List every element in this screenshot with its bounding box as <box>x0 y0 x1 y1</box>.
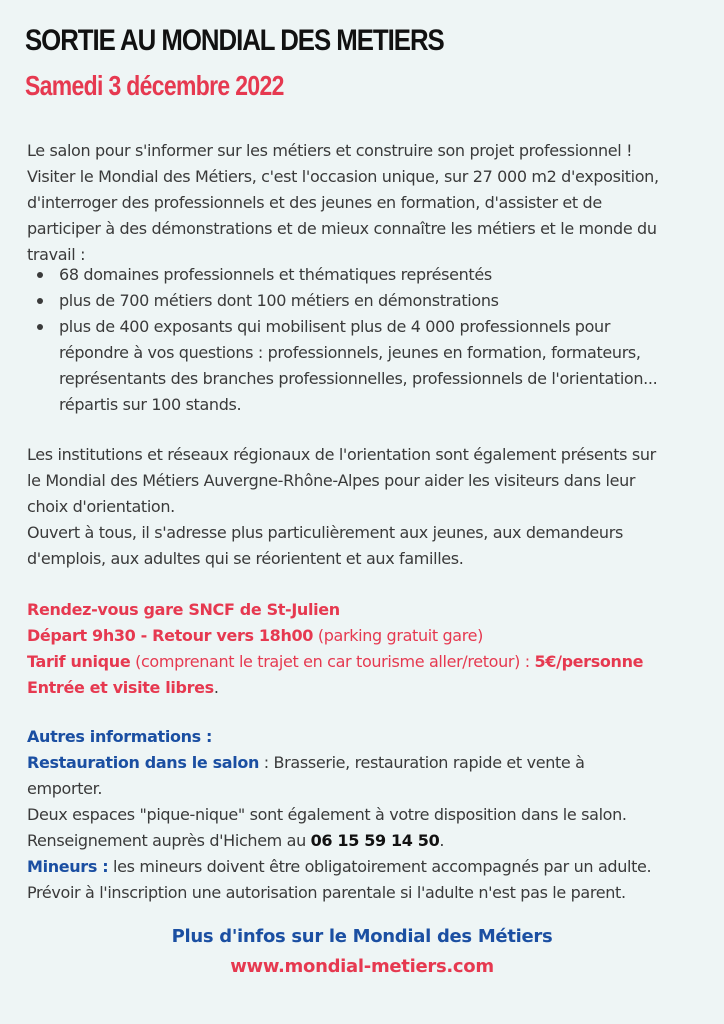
picnic-text: Deux espaces "pique-nique" sont également à votre disposition dans le salon. <box>27 805 627 824</box>
restauration-text-2: emporter. <box>27 779 103 798</box>
minors-label: Mineurs : <box>27 857 109 876</box>
parking-note: (parking gratuit gare) <box>313 626 484 645</box>
entry-note: Entrée et visite libres <box>27 678 214 697</box>
tarif-label: Tarif unique <box>27 652 131 671</box>
intro-line: participer à des démonstrations et de mieux connaître les métiers et le monde du <box>27 219 657 238</box>
intro-line: travail : <box>27 245 86 264</box>
minors-text: les mineurs doivent être obligatoirement accompagnés par un adulte. <box>108 857 652 876</box>
list-item <box>27 288 707 314</box>
list-item <box>27 262 707 288</box>
intro-line: Visiter le Mondial des Métiers, c'est l'occasion unique, sur 27 000 m2 d'exposition, <box>27 167 659 186</box>
contact-end: . <box>439 831 445 850</box>
list-item-text: représentants des branches professionnelles, professionnels de l'orientation... <box>59 369 658 388</box>
institutions-line: d'emplois, aux adultes qui se réorientent et aux familles. <box>27 549 464 568</box>
list-item-text: plus de 400 exposants qui mobilisent plus de 4 000 professionnels pour <box>59 317 611 336</box>
website-link[interactable]: www.mondial-metiers.com <box>230 956 494 977</box>
intro-paragraph <box>27 138 707 268</box>
highlights-list <box>27 262 707 418</box>
price: 5€/personne <box>534 652 644 671</box>
tarif-separator: : <box>520 652 535 671</box>
minors-text-2: Prévoir à l'inscription une autorisation parentale si l'adulte n'est pas le parent. <box>27 883 626 902</box>
event-date: Samedi 3 décembre 2022 <box>25 70 284 101</box>
list-item-text: plus de 700 métiers dont 100 métiers en démonstrations <box>59 291 499 310</box>
intro-line: d'interroger des professionnels et des jeunes en formation, d'assister et de <box>27 193 602 212</box>
rendezvous-block <box>27 597 717 701</box>
more-info-link[interactable]: Plus d'infos sur le Mondial des Métiers <box>171 926 553 947</box>
institutions-line: choix d'orientation. <box>27 497 175 516</box>
list-item <box>27 314 707 418</box>
contact-text: Renseignement auprès d'Hichem au <box>27 831 311 850</box>
institutions-line: Ouvert à tous, il s'adresse plus particulièrement aux jeunes, aux demandeurs <box>27 523 623 542</box>
page-title: SORTIE AU MONDIAL DES METIERS <box>25 24 444 57</box>
meeting-point: Rendez-vous gare SNCF de St-Julien <box>27 600 340 619</box>
info-heading: Autres informations : <box>27 727 213 746</box>
list-item-text: répondre à vos questions : professionnels, jeunes en formation, formateurs, <box>59 343 641 362</box>
schedule: Départ 9h30 - Retour vers 18h00 <box>27 626 314 645</box>
list-item-text: répartis sur 100 stands. <box>59 395 242 414</box>
tarif-detail: (comprenant le trajet en car tourisme aller/retour) <box>130 652 520 671</box>
restauration-label: Restauration dans le salon <box>27 753 260 772</box>
entry-end: . <box>213 678 219 697</box>
other-info-block <box>27 724 707 906</box>
institutions-paragraph <box>27 442 707 572</box>
institutions-line: Les institutions et réseaux régionaux de l'orientation sont également présents sur <box>27 445 656 464</box>
restauration-text: : Brasserie, restauration rapide et vente à <box>259 753 585 772</box>
list-item-text: 68 domaines professionnels et thématiques représentés <box>59 265 492 284</box>
phone-number: 06 15 59 14 50 <box>310 831 440 850</box>
institutions-line: le Mondial des Métiers Auvergne-Rhône-Alpes pour aider les visiteurs dans leur <box>27 471 636 490</box>
intro-line: Le salon pour s'informer sur les métiers et construire son projet professionnel ! <box>27 141 633 160</box>
